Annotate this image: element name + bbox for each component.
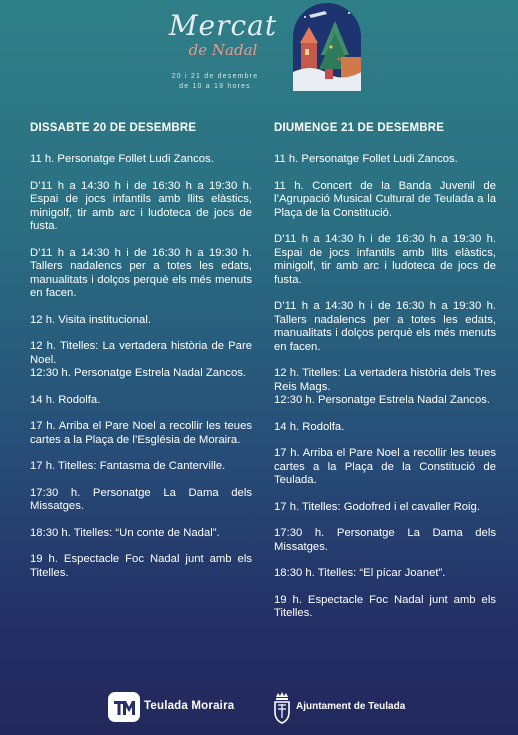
saturday-item: 11 h. Personatge Follet Ludi Zancos. [30,153,214,165]
sunday-item: 17 h. Arriba el Pare Noel a recollir les teues cartes a la Plaça de la Constitució de Teulada. [274,447,496,486]
sunday-column [274,121,496,634]
footer [0,690,518,730]
sunday-item: 17 h. Titelles: Godofred i el cavaller Roig. [274,500,480,513]
sunday-item: 11 h. Personatge Follet Ludi Zancos. [274,153,458,165]
saturday-item: 17 h. Titelles: Fantasma de Canterville. [30,460,226,472]
saturday-item: D’11 h a 14:30 h i de 16:30 h a 19:30 h. Tallers nadalencs per a totes les edats, manualitats i dolços perquè els més menuts en facen. [30,246,252,299]
sunday-item: 14 h. Rodolfa. [274,420,345,433]
saturday-item: 19 h. Espectacle Foc Nadal junt amb els Titelles. [30,553,252,579]
sunday-item: 17:30 h. Personatge La Dama dels Missatges. [274,527,496,553]
teulada-moraira-logo-icon [108,692,140,722]
sunday-item: 18:30 h. Titelles: “El pícar Joanet”. [274,567,446,579]
event-title: Mercat [168,9,278,42]
teulada-moraira-logo-text: Teulada Moraira [144,700,235,712]
event-subtitle: de Nadal [188,41,258,59]
sunday-heading: DIUMENGE 21 DE DESEMBRE [274,122,445,134]
saturday-item: 12 h. Titelles: La vertadera història de Pare Noel. 12:30 h. Personatge Estrela Nadal Zancos. [30,340,252,379]
saturday-column [30,121,252,593]
sunday-item: D’11 h a 14:30 h i de 16:30 h a 19:30 h. Espai de jocs infantils amb llits elàstics, minigolf, tir amb arc i ludoteca de jocs de fusta. [274,233,496,286]
christmas-scene-emblem-icon [291,3,363,93]
saturday-item: D’11 h a 14:30 h i de 16:30 h a 19:30 h. Espai de jocs infantils amb llits elàstics, minigolf, tir amb arc i ludoteca de jocs de fusta. [30,179,252,232]
event-hours: de 10 a 19 hores [179,83,251,90]
sunday-item: D’11 h a 14:30 h i de 16:30 h a 19:30 h. Tallers nadalencs per a totes les edats, manualitats i dolços perquè els més menuts en facen. [274,300,496,353]
saturday-item: 17 h. Arriba el Pare Noel a recollir les teues cartes a la Plaça de l’Església de Moraira. [30,420,252,446]
saturday-item: 14 h. Rodolfa. [30,393,101,406]
ajuntament-logo-text: Ajuntament de Teulada [296,701,406,712]
saturday-item: 12 h. Visita institucional. [30,313,151,326]
header [0,0,518,110]
sunday-item: 11 h. Concert de la Banda Juvenil de l’Agrupació Musical Cultural de Teulada a la Plaça de la Constitució. [274,179,496,219]
event-dates: 20 i 21 de desembre [171,73,259,80]
coat-of-arms-icon [272,690,292,724]
saturday-item: 17:30 h. Personatge La Dama dels Missatges. [30,486,252,512]
saturday-item: 18:30 h. Titelles: “Un conte de Nadal”. [30,526,220,539]
sunday-item: 12 h. Titelles: La vertadera història dels Tres Reis Mags. 12:30 h. Personatge Estrela Nadal Zancos. [274,367,496,406]
saturday-heading: DISSABTE 20 DE DESEMBRE [30,122,197,134]
sunday-item: 19 h. Espectacle Foc Nadal junt amb els Titelles. [274,593,496,619]
